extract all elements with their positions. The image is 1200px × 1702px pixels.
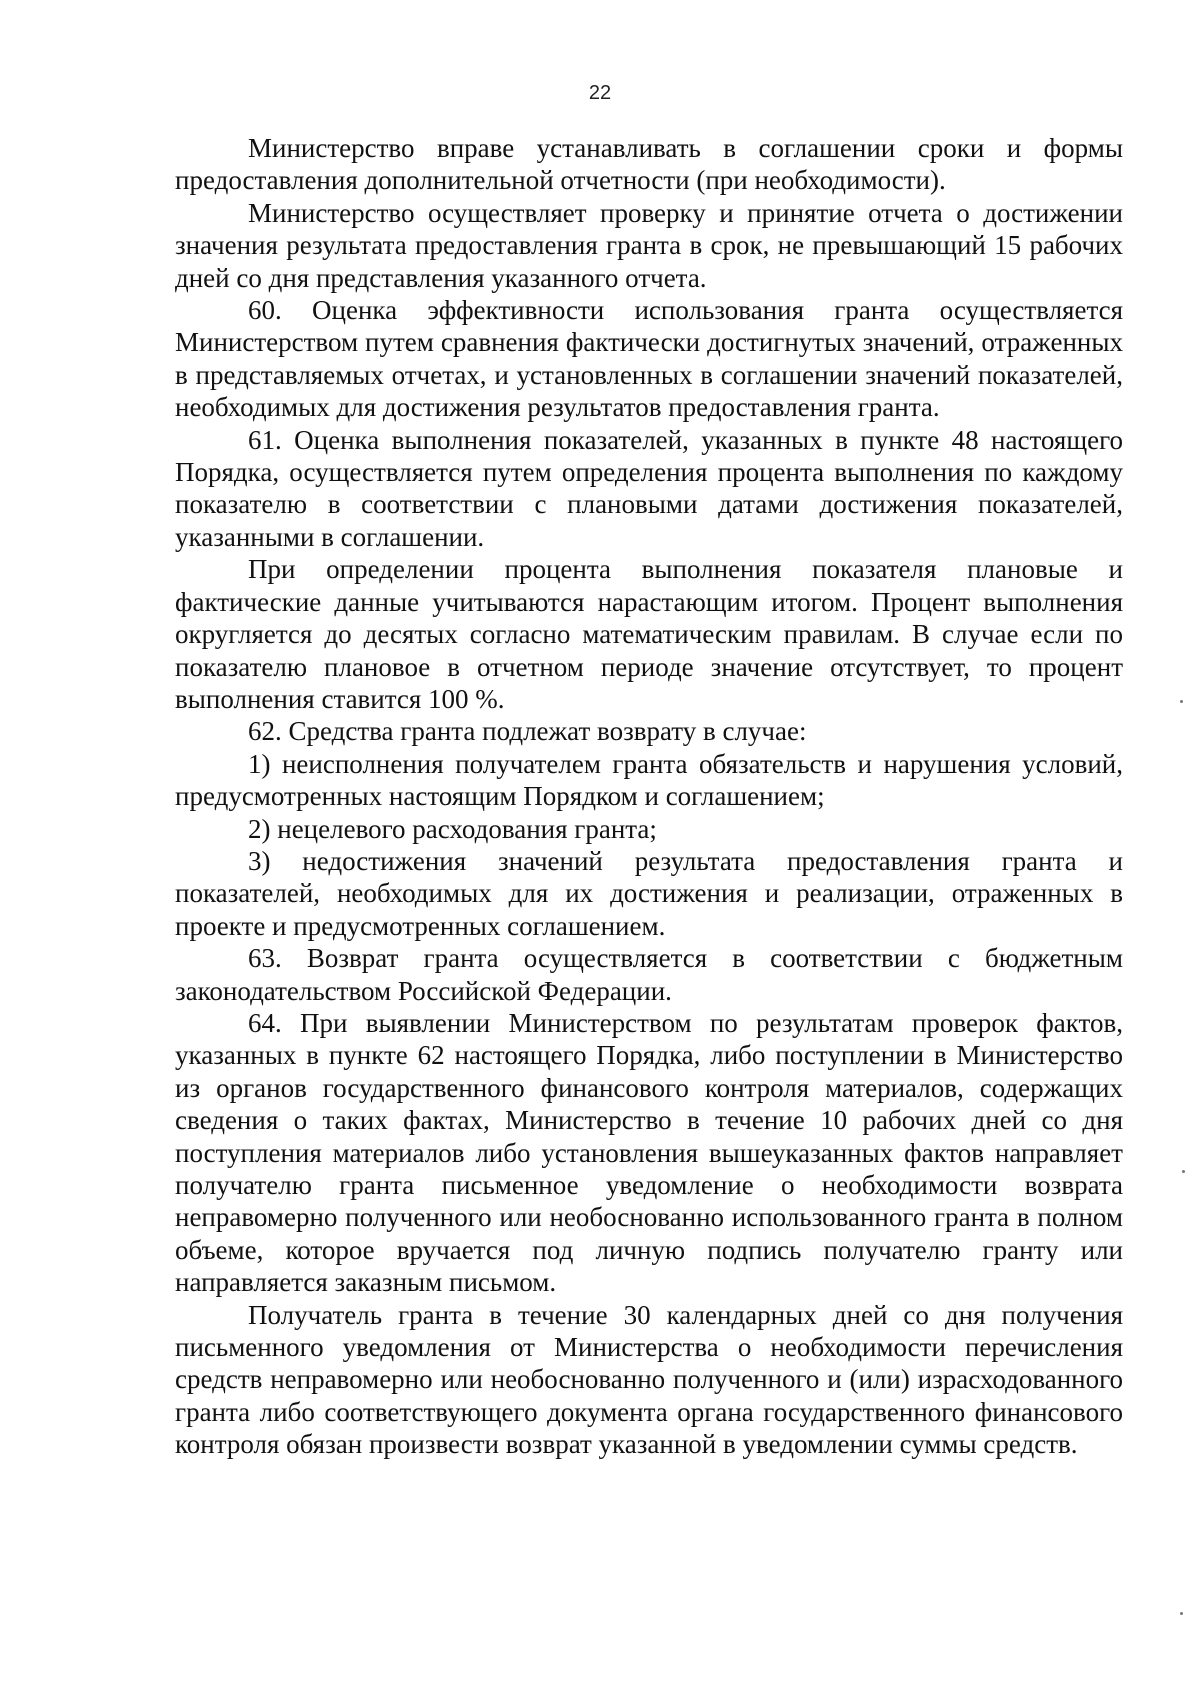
paragraph: При определении процента выполнения показателя плановые и фактические данные учитываются нарастающим итогом. Процент выполнения округляется до десятых согласно математическим правилам. В случае если по показателю плановое в отчетном периоде значение отсутствует, то процент выполнения ставится 100 %. (175, 554, 1123, 714)
paragraph-61: 61. Оценка выполнения показателей, указанных в пункте 48 настоящего Порядка, осуществляется путем определения процента выполнения по каждому показателю в соответствии с плановыми датами достижения показателей, указанными в соглашении. (175, 424, 1123, 552)
scan-speck (1182, 1170, 1185, 1173)
paragraph: Министерство осуществляет проверку и принятие отчета о достижении значения результата предоставления гранта в срок, не превышающий 15 рабочих дней со дня представления указанного отчета. (175, 197, 1123, 293)
scan-speck (1180, 1612, 1183, 1615)
paragraph-60: 60. Оценка эффективности использования гранта осуществляется Министерством путем сравнения фактически достигнутых значений, отраженных в представляемых отчетах, и установленных в соглашении значений показателей, необходимых для достижения результатов предоставления гранта. (175, 295, 1123, 423)
document-body (175, 132, 1123, 1461)
list-item: 3) недостижения значений результата предоставления гранта и показателей, необходимых для их достижения и реализации, отраженных в проекте и предусмотренных соглашением. (175, 845, 1123, 941)
list-item: 1) неисполнения получателем гранта обязательств и нарушения условий, предусмотренных настоящим Порядком и соглашением; (175, 748, 1123, 812)
paragraph-63: 63. Возврат гранта осуществляется в соответствии с бюджетным законодательством Российской Федерации. (175, 943, 1123, 1006)
paragraph: Получатель гранта в течение 30 календарных дней со дня получения письменного уведомления от Министерства о необходимости перечисления средств неправомерно или необоснованно полученного и (или) израсходованного гранта либо соответствующего документа органа государственного финансового контроля обязан произвести возврат указанной в уведомлении суммы средств. (175, 1299, 1123, 1460)
paragraph-62: 62. Средства гранта подлежат возврату в случае: (248, 716, 807, 747)
list-item: 2) нецелевого расходования гранта; (248, 813, 657, 844)
paragraph-64: 64. При выявлении Министерством по результатам проверок фактов, указанных в пункте 62 настоящего Порядка, либо поступлении в Министерство из органов государственного финансового контроля материалов, содержащих сведения о таких фактах, Министерство в течение 10 рабочих дней со дня поступления материалов либо установления вышеуказанных фактов направляет получателю гранта письменное уведомление о необходимости возврата неправомерно полученного или необоснованно использованного гранта в полном объеме, которое вручается под личную подпись получателю гранту или направляется заказным письмом. (175, 1007, 1123, 1298)
paragraph: Министерство вправе устанавливать в соглашении сроки и формы предоставления дополнительной отчетности (при необходимости). (175, 133, 1123, 196)
page-number: 22 (588, 82, 612, 104)
scan-speck (1180, 700, 1183, 703)
